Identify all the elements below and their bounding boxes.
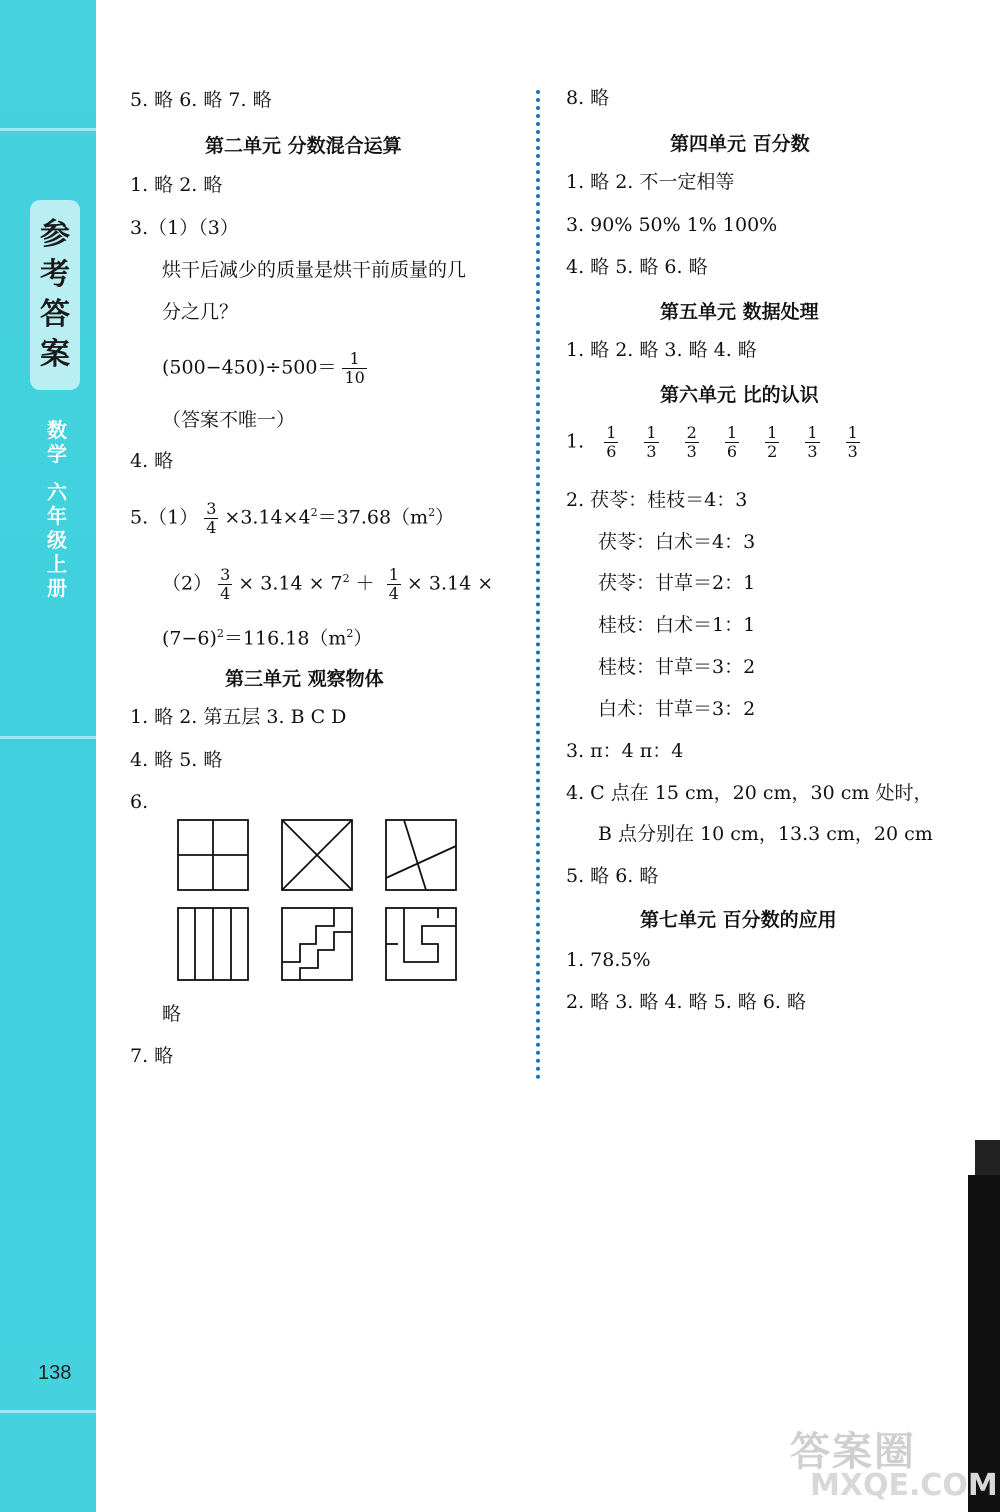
grade-char: 年 — [47, 504, 67, 528]
numerator: 1 — [847, 423, 858, 442]
answer-line: 4. 略 5. 略 — [130, 749, 223, 771]
answer-line: 桂枝：白术＝1：1 — [598, 614, 756, 636]
superscript: 2 — [428, 506, 436, 520]
unit-heading: 第五单元 数据处理 — [660, 301, 819, 323]
answer-line: 6. — [130, 791, 149, 813]
answer-line: 1. 略 2. 第五层 3. B C D — [130, 706, 347, 728]
answer-formula — [162, 566, 493, 603]
grade-char: 上 — [47, 552, 67, 576]
formula-text: × 3.14 × 7 — [238, 572, 343, 595]
denominator: 2 — [767, 442, 778, 461]
diagram-square-maze-b — [386, 908, 456, 980]
answer-line: B 点分别在 10 cm，13.3 cm，20 cm — [598, 823, 933, 845]
column-divider — [536, 90, 540, 1080]
numerator: 2 — [686, 423, 697, 442]
answer-line: 3. π：4 π：4 — [566, 740, 684, 762]
answer-line: 4. 略 — [130, 450, 174, 472]
fraction — [644, 424, 658, 461]
denominator: 3 — [807, 442, 818, 461]
answer-formula — [162, 622, 372, 650]
subject-grade-label — [42, 418, 72, 600]
fraction — [725, 424, 739, 461]
denominator: 3 — [847, 442, 858, 461]
denominator: 6 — [606, 442, 617, 461]
answer-line: 烘干后减少的质量是烘干前质量的几 — [162, 259, 467, 281]
numerator: 1 — [646, 423, 657, 442]
numerator: 1 — [606, 423, 617, 442]
answer-line: 5. 略 6. 略 7. 略 — [130, 89, 272, 111]
answer-line: 4. 略 5. 略 6. 略 — [566, 256, 708, 278]
label-char: 考 — [40, 257, 70, 292]
answer-line: 1. 78.5% — [566, 949, 651, 971]
label-char: 参 — [40, 217, 70, 252]
watermark-logo: 答案圈 — [790, 1429, 916, 1475]
denominator: 6 — [726, 442, 738, 461]
subject-char: 数 — [47, 418, 67, 442]
sidebar-stripe — [0, 128, 96, 131]
diagram-square-maze-a — [282, 908, 352, 980]
superscript: 2 — [346, 627, 354, 640]
diagram-square-x — [282, 820, 352, 890]
fraction — [805, 424, 819, 461]
numerator: 1 — [767, 423, 778, 442]
subject-char: 学 — [47, 442, 67, 466]
question-number: 1. — [566, 430, 585, 453]
diagram-square-stripes — [178, 908, 248, 980]
answer-line: 茯苓：白术＝4：3 — [598, 531, 756, 553]
answer-line: 桂枝：甘草＝3：2 — [598, 656, 756, 678]
sidebar — [0, 0, 96, 1512]
formula-text: ） — [435, 506, 455, 529]
formula-text: × 3.14 × — [406, 572, 494, 595]
superscript: 2 — [342, 572, 350, 586]
superscript: 2 — [216, 627, 224, 640]
numerator: 3 — [220, 565, 231, 584]
unit-heading: 第三单元 观察物体 — [225, 668, 384, 690]
sidebar-stripe — [0, 1410, 96, 1413]
unit-heading: 第四单元 百分数 — [670, 133, 810, 155]
grade-char: 册 — [47, 576, 67, 600]
numerator: 1 — [342, 350, 366, 369]
fraction — [685, 424, 699, 461]
unit-heading: 第六单元 比的认识 — [660, 384, 819, 406]
fraction — [218, 566, 232, 603]
answer-line: 5. 略 6. 略 — [566, 865, 659, 887]
fraction — [387, 566, 401, 603]
unit-heading: 第七单元 百分数的应用 — [640, 909, 837, 931]
denominator: 3 — [646, 442, 657, 461]
diagram-square-cross — [178, 820, 248, 890]
answer-line: 3. 90% 50% 1% 100% — [566, 214, 778, 236]
fraction — [204, 500, 218, 537]
view-diagrams — [176, 818, 461, 986]
fraction — [342, 350, 366, 387]
answer-line: 1. 略 2. 略 — [130, 174, 223, 196]
formula-text: (7−6) — [162, 627, 217, 650]
answer-line: 1. 略 2. 不一定相等 — [566, 171, 735, 193]
formula-text: ＋ — [349, 572, 381, 595]
scan-edge — [968, 1175, 1000, 1512]
scan-edge — [975, 1140, 1000, 1180]
superscript: 2 — [310, 506, 318, 520]
formula-text: ×3.14×4 — [224, 506, 311, 529]
answer-formula — [162, 350, 373, 387]
answer-line: 3.（1）（3） — [130, 217, 239, 239]
answer-line: 1. 略 2. 略 3. 略 4. 略 — [566, 339, 757, 361]
formula-text: （2） — [162, 572, 213, 595]
page-number: 138 — [38, 1362, 72, 1384]
label-char: 答 — [40, 297, 70, 332]
denominator: 4 — [388, 584, 399, 603]
grade-char: 六 — [47, 480, 67, 504]
denominator: 10 — [344, 368, 365, 387]
fraction — [846, 424, 860, 461]
label-char: 案 — [40, 337, 70, 372]
unit-heading: 第二单元 分数混合运算 — [205, 135, 402, 157]
formula-text: ） — [353, 627, 373, 650]
answer-line: 2. 茯苓：桂枝＝4：3 — [566, 489, 748, 511]
formula-text: ＝116.18（m — [223, 627, 347, 650]
answer-line: 2. 略 3. 略 4. 略 5. 略 6. 略 — [566, 991, 806, 1013]
answer-line: 白术：甘草＝3：2 — [598, 698, 756, 720]
denominator: 4 — [220, 584, 231, 603]
answer-line: 茯苓：甘草＝2：1 — [598, 572, 756, 594]
answer-fractions — [566, 424, 866, 461]
numerator: 1 — [807, 423, 818, 442]
sidebar-stripe — [0, 736, 96, 739]
fraction — [604, 424, 618, 461]
formula-text: 5.（1） — [130, 506, 199, 529]
answer-line: 8. 略 — [566, 87, 610, 109]
formula-text: ＝37.68（m — [317, 506, 429, 529]
reference-answer-label — [30, 200, 80, 390]
watermark-url: MXQE.COM — [810, 1468, 998, 1503]
numerator: 3 — [206, 499, 217, 518]
answer-line: （答案不唯一） — [162, 409, 296, 431]
fraction — [765, 424, 779, 461]
numerator: 1 — [388, 565, 399, 584]
answer-line: 分之几？ — [162, 301, 239, 323]
answer-formula — [130, 500, 454, 537]
diagram-square-slant — [386, 820, 456, 890]
grade-char: 级 — [47, 528, 67, 552]
answer-line: 4. C 点在 15 cm，20 cm，30 cm 处时， — [566, 782, 933, 804]
answer-line: 7. 略 — [130, 1045, 174, 1067]
answer-line: 略 — [162, 1003, 182, 1025]
formula-text: (500−450)÷500＝ — [162, 356, 337, 379]
numerator: 1 — [726, 423, 738, 442]
denominator: 3 — [686, 442, 697, 461]
denominator: 4 — [206, 518, 217, 537]
